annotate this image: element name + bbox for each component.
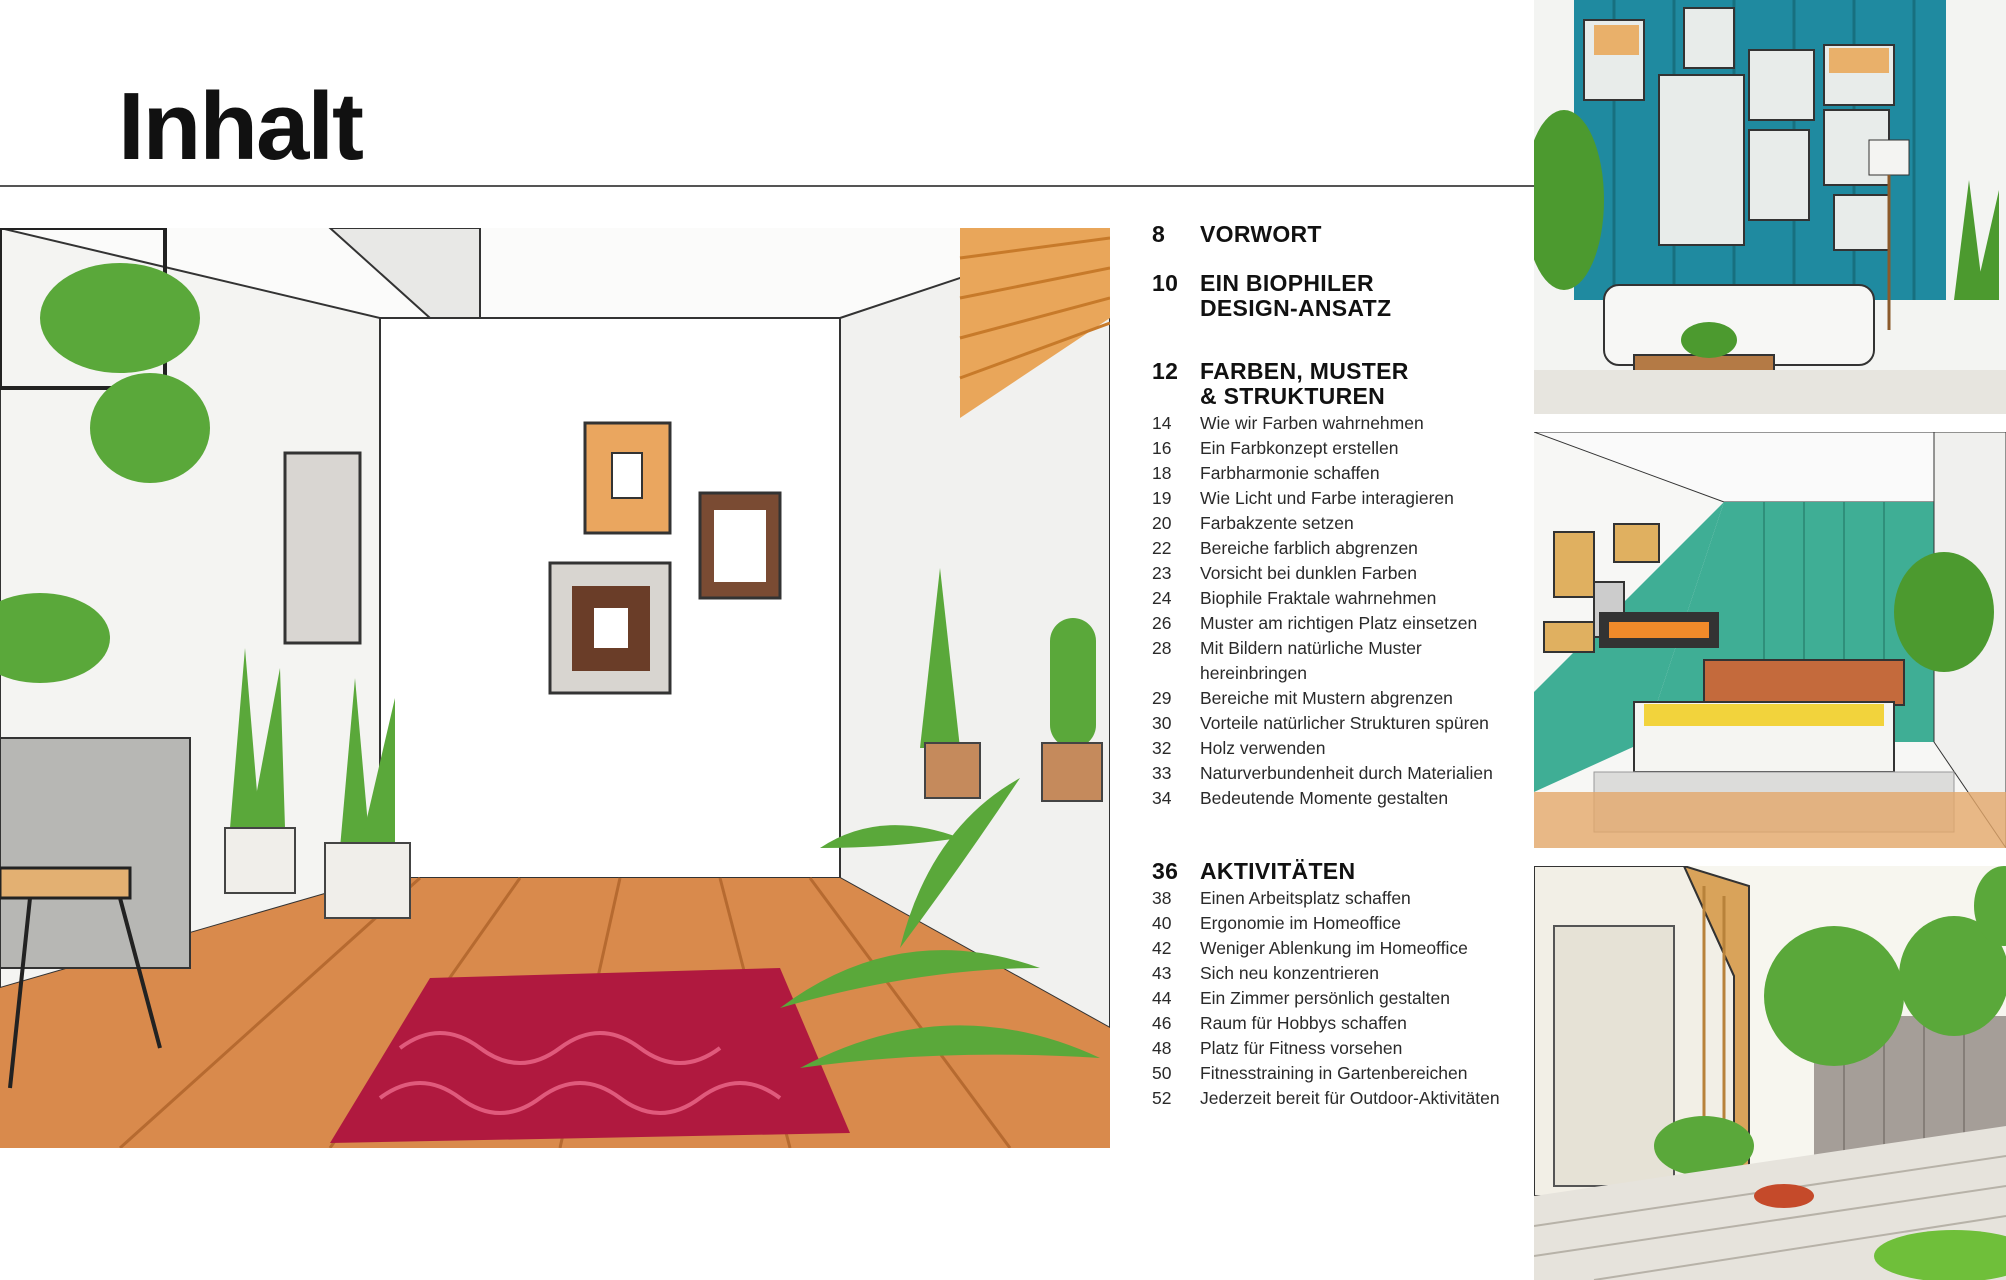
entry-page-number: 50: [1152, 1063, 1172, 1083]
toc-entry[interactable]: [1152, 436, 1522, 461]
entry-title: Wie wir Farben wahrnehmen: [1200, 413, 1424, 433]
toc-entry[interactable]: [1152, 1086, 1522, 1111]
entry-page-number: 28: [1152, 638, 1172, 658]
entry-title: Bereiche mit Mustern abgrenzen: [1200, 688, 1453, 708]
table-of-contents: [1152, 222, 1522, 1111]
toc-entry[interactable]: [1152, 511, 1522, 536]
toc-entry[interactable]: [1152, 636, 1522, 686]
toc-entry[interactable]: [1152, 711, 1522, 736]
entry-page-number: 48: [1152, 1038, 1172, 1058]
entry-title: Vorsicht bei dunklen Farben: [1200, 563, 1417, 583]
toc-entry[interactable]: [1152, 1061, 1522, 1086]
entry-title: Farbakzente setzen: [1200, 513, 1354, 533]
section-heading[interactable]: [1152, 359, 1522, 409]
toc-entry[interactable]: [1152, 936, 1522, 961]
toc-section-vorwort: [1152, 222, 1522, 247]
entry-title: Raum für Hobbys schaffen: [1200, 1013, 1407, 1033]
entry-page-number: 34: [1152, 788, 1172, 808]
toc-entry[interactable]: [1152, 886, 1522, 911]
entry-title: Naturverbundenheit durch Materialien: [1200, 763, 1493, 783]
entry-page-number: 32: [1152, 738, 1172, 758]
entry-page-number: 40: [1152, 913, 1172, 933]
entry-title: Bedeutende Momente gestalten: [1200, 788, 1449, 808]
toc-entry[interactable]: [1152, 761, 1522, 786]
entry-title: Vorteile natürlicher Strukturen spüren: [1200, 713, 1489, 733]
toc-entry[interactable]: [1152, 1011, 1522, 1036]
entry-title: Farbharmonie schaffen: [1200, 463, 1380, 483]
toc-entry[interactable]: [1152, 461, 1522, 486]
entry-title: Einen Arbeitsplatz schaffen: [1200, 888, 1411, 908]
entry-page-number: 46: [1152, 1013, 1172, 1033]
entry-title: Fitnesstraining in Gartenbereichen: [1200, 1063, 1468, 1083]
entry-page-number: 30: [1152, 713, 1172, 733]
section-page-number: 8: [1152, 221, 1166, 247]
entry-title: Wie Licht und Farbe interagieren: [1200, 488, 1454, 508]
entry-page-number: 26: [1152, 613, 1172, 633]
section-title: FARBEN, MUSTER & STRUKTUREN: [1200, 358, 1409, 409]
entry-page-number: 16: [1152, 438, 1172, 458]
toc-entry[interactable]: [1152, 586, 1522, 611]
entry-title: Mit Bildern natürliche Muster hereinbringen: [1200, 638, 1422, 683]
entry-title: Sich neu konzentrieren: [1200, 963, 1379, 983]
toc-entry[interactable]: [1152, 411, 1522, 436]
entry-page-number: 44: [1152, 988, 1172, 1008]
toc-entry[interactable]: [1152, 536, 1522, 561]
toc-entry[interactable]: [1152, 486, 1522, 511]
entry-title: Ergonomie im Homeoffice: [1200, 913, 1402, 933]
living-room-illustration: [1534, 0, 2006, 414]
entry-title: Jederzeit bereit für Outdoor-Aktivitäten: [1200, 1088, 1500, 1108]
section-heading[interactable]: [1152, 859, 1522, 884]
section-heading[interactable]: [1152, 222, 1522, 247]
section-page-number: 10: [1152, 270, 1179, 296]
toc-entry[interactable]: [1152, 1036, 1522, 1061]
section-title: EIN BIOPHILER DESIGN-ANSATZ: [1200, 270, 1392, 321]
bedroom-illustration: [1534, 432, 2006, 848]
toc-section-design-ansatz: [1152, 271, 1522, 321]
entry-title: Ein Zimmer persönlich gestalten: [1200, 988, 1450, 1008]
toc-entry[interactable]: [1152, 686, 1522, 711]
entry-title: Ein Farbkonzept erstellen: [1200, 438, 1399, 458]
entry-page-number: 20: [1152, 513, 1172, 533]
entry-title: Holz verwenden: [1200, 738, 1326, 758]
entry-page-number: 43: [1152, 963, 1172, 983]
title-divider: [0, 185, 1534, 187]
section-page-number: 36: [1152, 858, 1179, 884]
page-title: Inhalt: [118, 73, 362, 180]
section-heading[interactable]: [1152, 271, 1522, 321]
entry-page-number: 14: [1152, 413, 1172, 433]
toc-entry[interactable]: [1152, 611, 1522, 636]
toc-section-farben: [1152, 359, 1522, 811]
section-title: VORWORT: [1200, 221, 1322, 247]
garden-illustration: [1534, 866, 2006, 1280]
entry-page-number: 24: [1152, 588, 1172, 608]
toc-entry[interactable]: [1152, 961, 1522, 986]
interior-illustration-main: [0, 228, 1110, 1148]
entry-page-number: 33: [1152, 763, 1172, 783]
toc-entry[interactable]: [1152, 986, 1522, 1011]
entry-page-number: 29: [1152, 688, 1172, 708]
toc-entry[interactable]: [1152, 786, 1522, 811]
toc-entry[interactable]: [1152, 561, 1522, 586]
toc-section-aktivitaeten: [1152, 859, 1522, 1111]
section-title: AKTIVITÄTEN: [1200, 858, 1356, 884]
entry-page-number: 38: [1152, 888, 1172, 908]
entry-title: Platz für Fitness vorsehen: [1200, 1038, 1403, 1058]
toc-entry[interactable]: [1152, 736, 1522, 761]
entry-title: Muster am richtigen Platz einsetzen: [1200, 613, 1478, 633]
entry-page-number: 19: [1152, 488, 1172, 508]
entry-page-number: 22: [1152, 538, 1172, 558]
entry-page-number: 42: [1152, 938, 1172, 958]
entry-title: Biophile Fraktale wahrnehmen: [1200, 588, 1437, 608]
section-page-number: 12: [1152, 358, 1179, 384]
entry-title: Weniger Ablenkung im Homeoffice: [1200, 938, 1468, 958]
entry-page-number: 23: [1152, 563, 1172, 583]
entry-page-number: 52: [1152, 1088, 1172, 1108]
entry-title: Bereiche farblich abgrenzen: [1200, 538, 1418, 558]
toc-entry[interactable]: [1152, 911, 1522, 936]
entry-page-number: 18: [1152, 463, 1172, 483]
